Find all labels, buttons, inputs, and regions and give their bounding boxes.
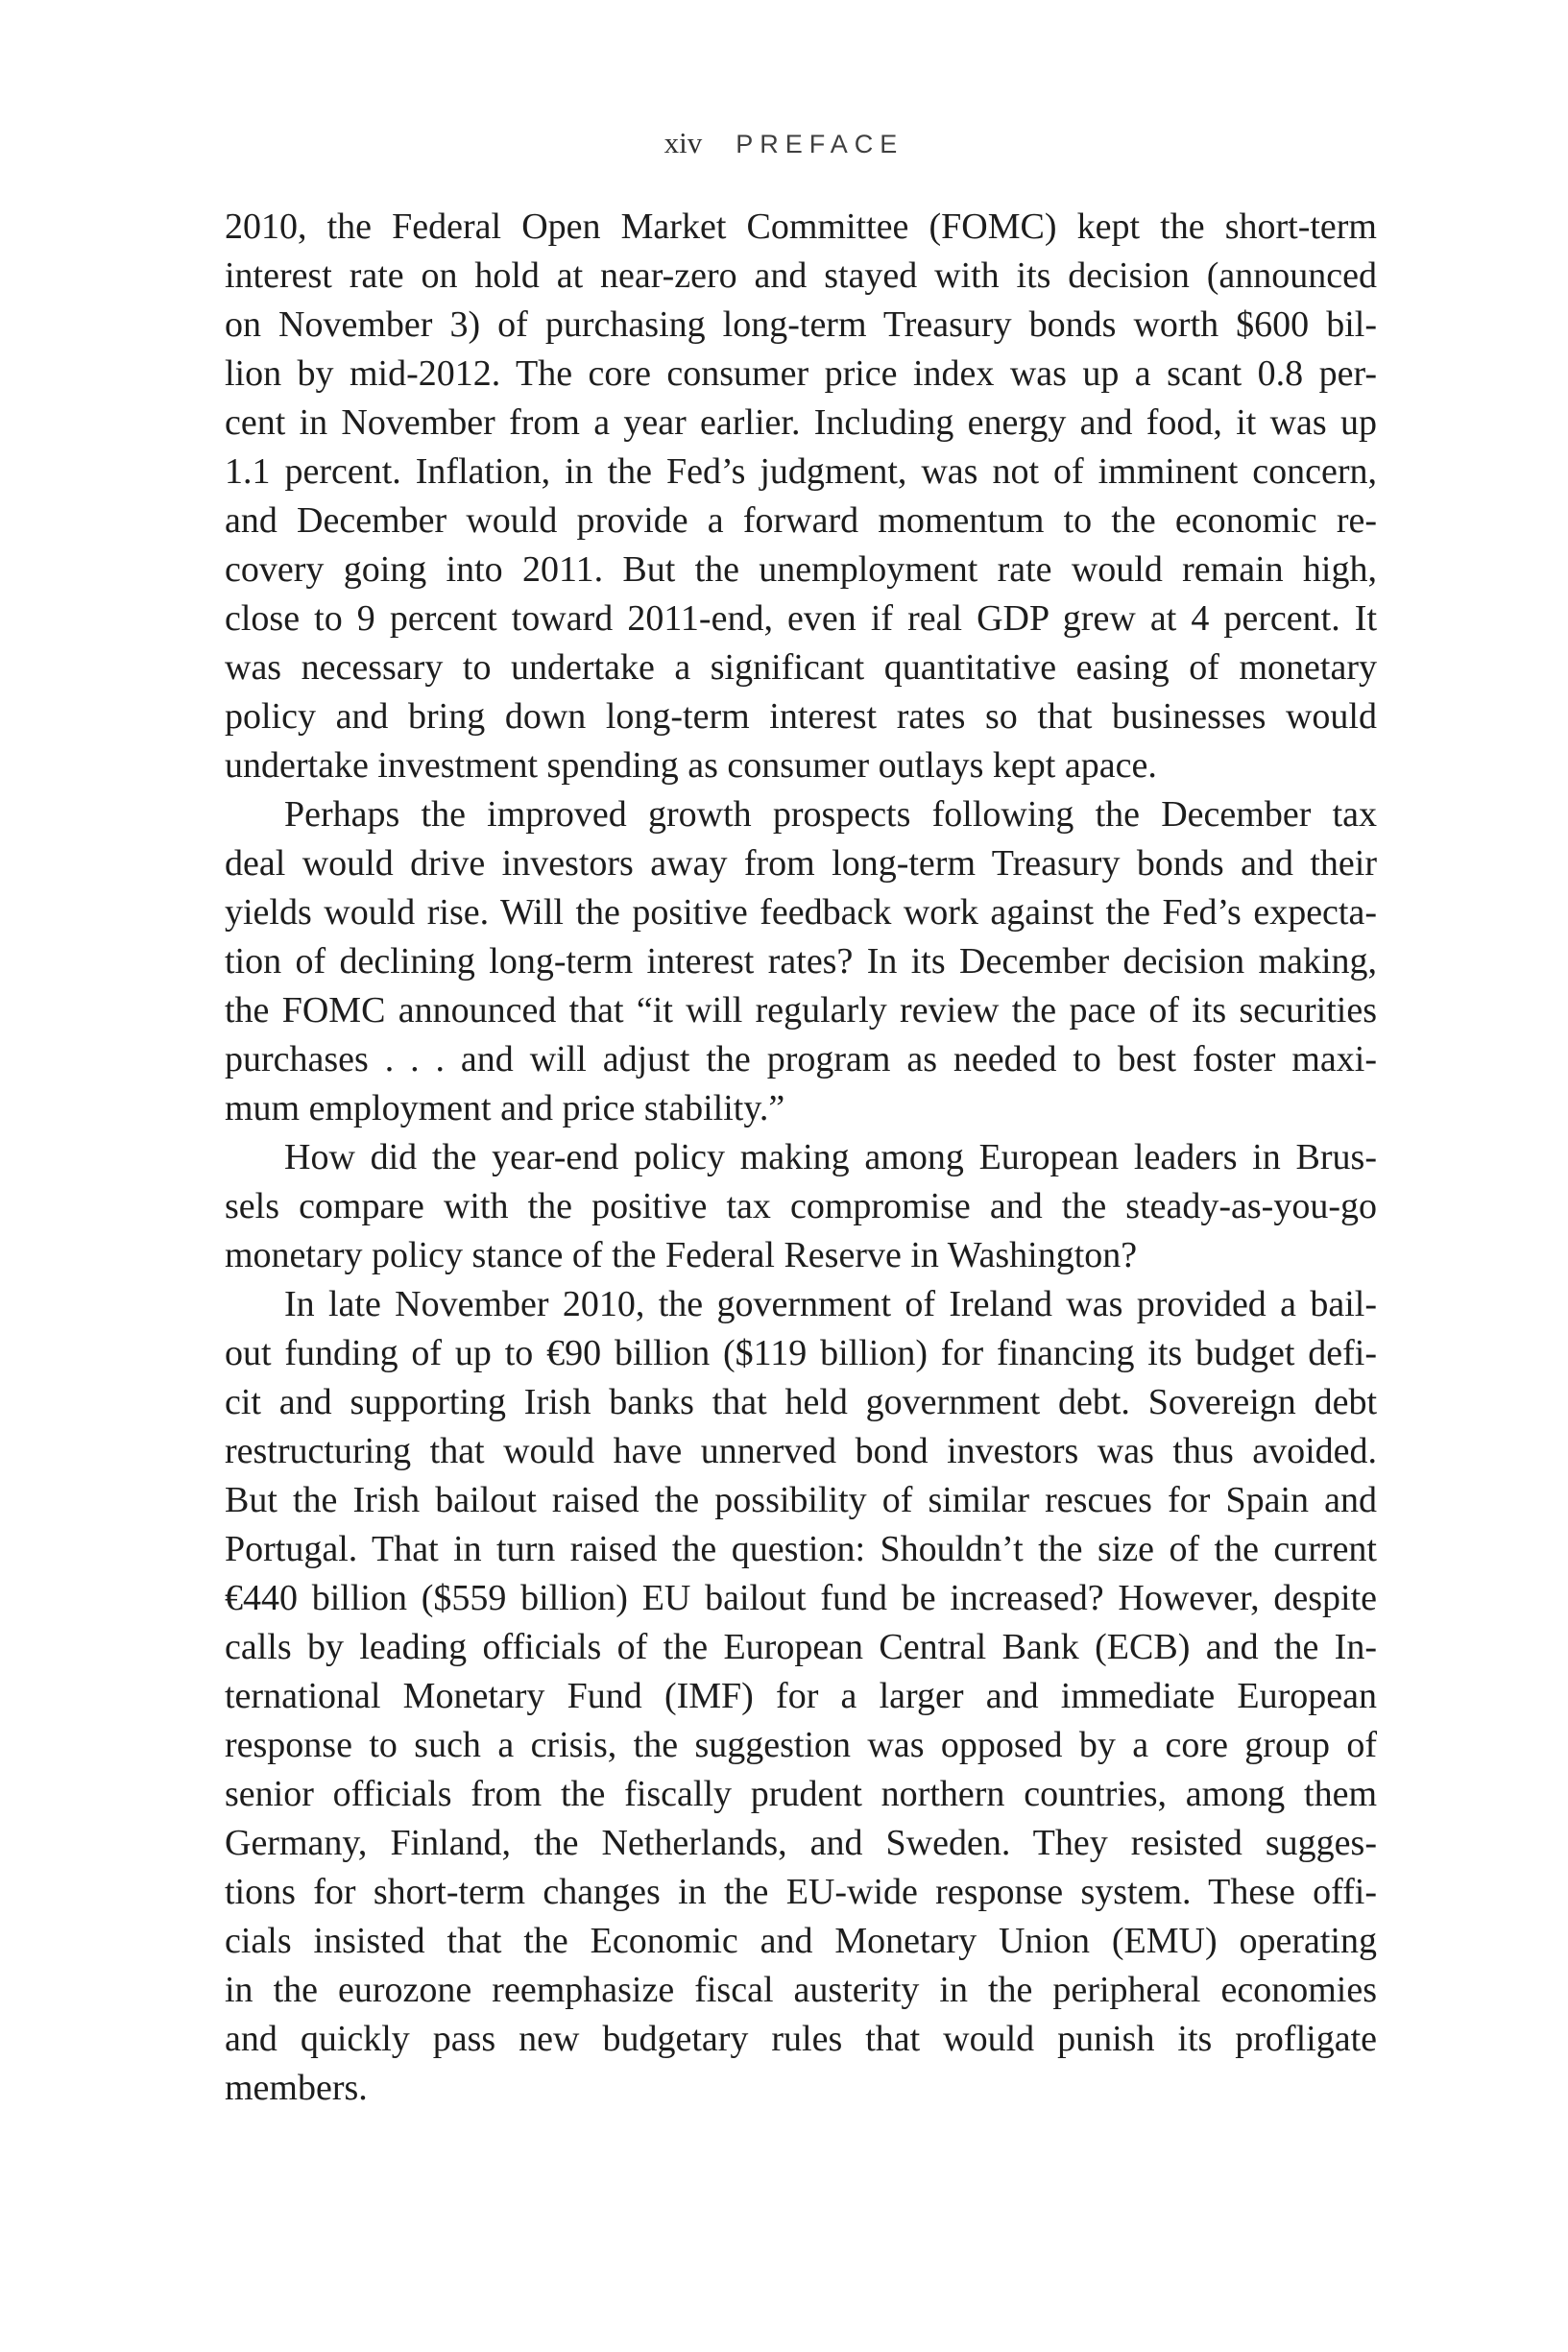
text-line: yields would rise. Will the positive feedback work against the Fed’s expecta-	[225, 892, 1377, 933]
text-line: covery going into 2011. But the unemployment rate would remain high,	[225, 549, 1377, 590]
text-line: interest rate on hold at near-zero and stayed with its decision (announced	[225, 255, 1377, 296]
text-line: Perhaps the improved growth prospects following the December tax	[284, 794, 1377, 835]
text-line: calls by leading officials of the European Central Bank (ECB) and the In-	[225, 1627, 1377, 1667]
text-line: policy and bring down long-term interest rates so that businesses would	[225, 696, 1377, 737]
text-line: close to 9 percent toward 2011-end, even if real GDP grew at 4 percent. It	[225, 598, 1377, 639]
page-body	[225, 203, 1377, 2113]
text-line: lion by mid-2012. The core consumer price index was up a scant 0.8 per-	[225, 353, 1377, 394]
text-line: out funding of up to €90 billion ($119 billion) for financing its budget defi-	[225, 1333, 1377, 1373]
text-line: and December would provide a forward momentum to the economic re-	[225, 500, 1377, 541]
text-line: monetary policy stance of the Federal Reserve in Washington?	[225, 1235, 1138, 1275]
text-line: cent in November from a year earlier. Including energy and food, it was up	[225, 402, 1377, 443]
text-line: response to such a crisis, the suggestion was opposed by a core group of	[225, 1725, 1377, 1765]
text-line: was necessary to undertake a significant quantitative easing of monetary	[225, 647, 1377, 688]
text-line: 1.1 percent. Inflation, in the Fed’s judgment, was not of imminent concern,	[225, 451, 1377, 492]
text-line: restructuring that would have unnerved bond investors was thus avoided.	[225, 1431, 1377, 1471]
text-line: on November 3) of purchasing long-term Treasury bonds worth $600 bil-	[225, 304, 1377, 345]
text-line: tion of declining long-term interest rates? In its December decision making,	[225, 941, 1377, 982]
text-line: ternational Monetary Fund (IMF) for a larger and immediate European	[225, 1676, 1377, 1716]
text-line: How did the year-end policy making among European leaders in Brus-	[284, 1137, 1377, 1177]
section-title: PREFACE	[736, 130, 905, 158]
text-line: €440 billion ($559 billion) EU bailout fund be increased? However, despite	[225, 1578, 1377, 1618]
text-line: deal would drive investors away from long-term Treasury bonds and their	[225, 843, 1377, 884]
text-line: the FOMC announced that “it will regularly review the pace of its securities	[225, 990, 1377, 1031]
text-line: in the eurozone reemphasize fiscal austerity in the peripheral economies	[225, 1970, 1377, 2010]
text-line: In late November 2010, the government of Ireland was provided a bail-	[284, 1284, 1377, 1324]
text-line: But the Irish bailout raised the possibility of similar rescues for Spain and	[225, 1480, 1377, 1520]
text-line: cit and supporting Irish banks that held government debt. Sovereign debt	[225, 1382, 1377, 1422]
text-line: tions for short-term changes in the EU-wide response system. These offi-	[225, 1872, 1377, 1912]
text-line: mum employment and price stability.”	[225, 1088, 785, 1128]
text-line: 2010, the Federal Open Market Committee (FOMC) kept the short-term	[225, 206, 1377, 247]
text-line: cials insisted that the Economic and Monetary Union (EMU) operating	[225, 1921, 1377, 1961]
page-number: xiv	[663, 126, 703, 159]
text-line: members.	[225, 2068, 368, 2108]
text-line: Portugal. That in turn raised the question: Shouldn’t the size of the current	[225, 1529, 1377, 1569]
text-line: purchases . . . and will adjust the program as needed to best foster maxi-	[225, 1039, 1377, 1079]
text-line: sels compare with the positive tax compromise and the steady-as-you-go	[225, 1186, 1377, 1226]
text-line: senior officials from the fiscally prudent northern countries, among them	[225, 1774, 1377, 1814]
text-line: and quickly pass new budgetary rules that would punish its profligate	[225, 2019, 1377, 2059]
running-header	[0, 128, 1568, 158]
text-line: Germany, Finland, the Netherlands, and Sweden. They resisted sugges-	[225, 1823, 1377, 1863]
text-line: undertake investment spending as consumer outlays kept apace.	[225, 745, 1157, 786]
